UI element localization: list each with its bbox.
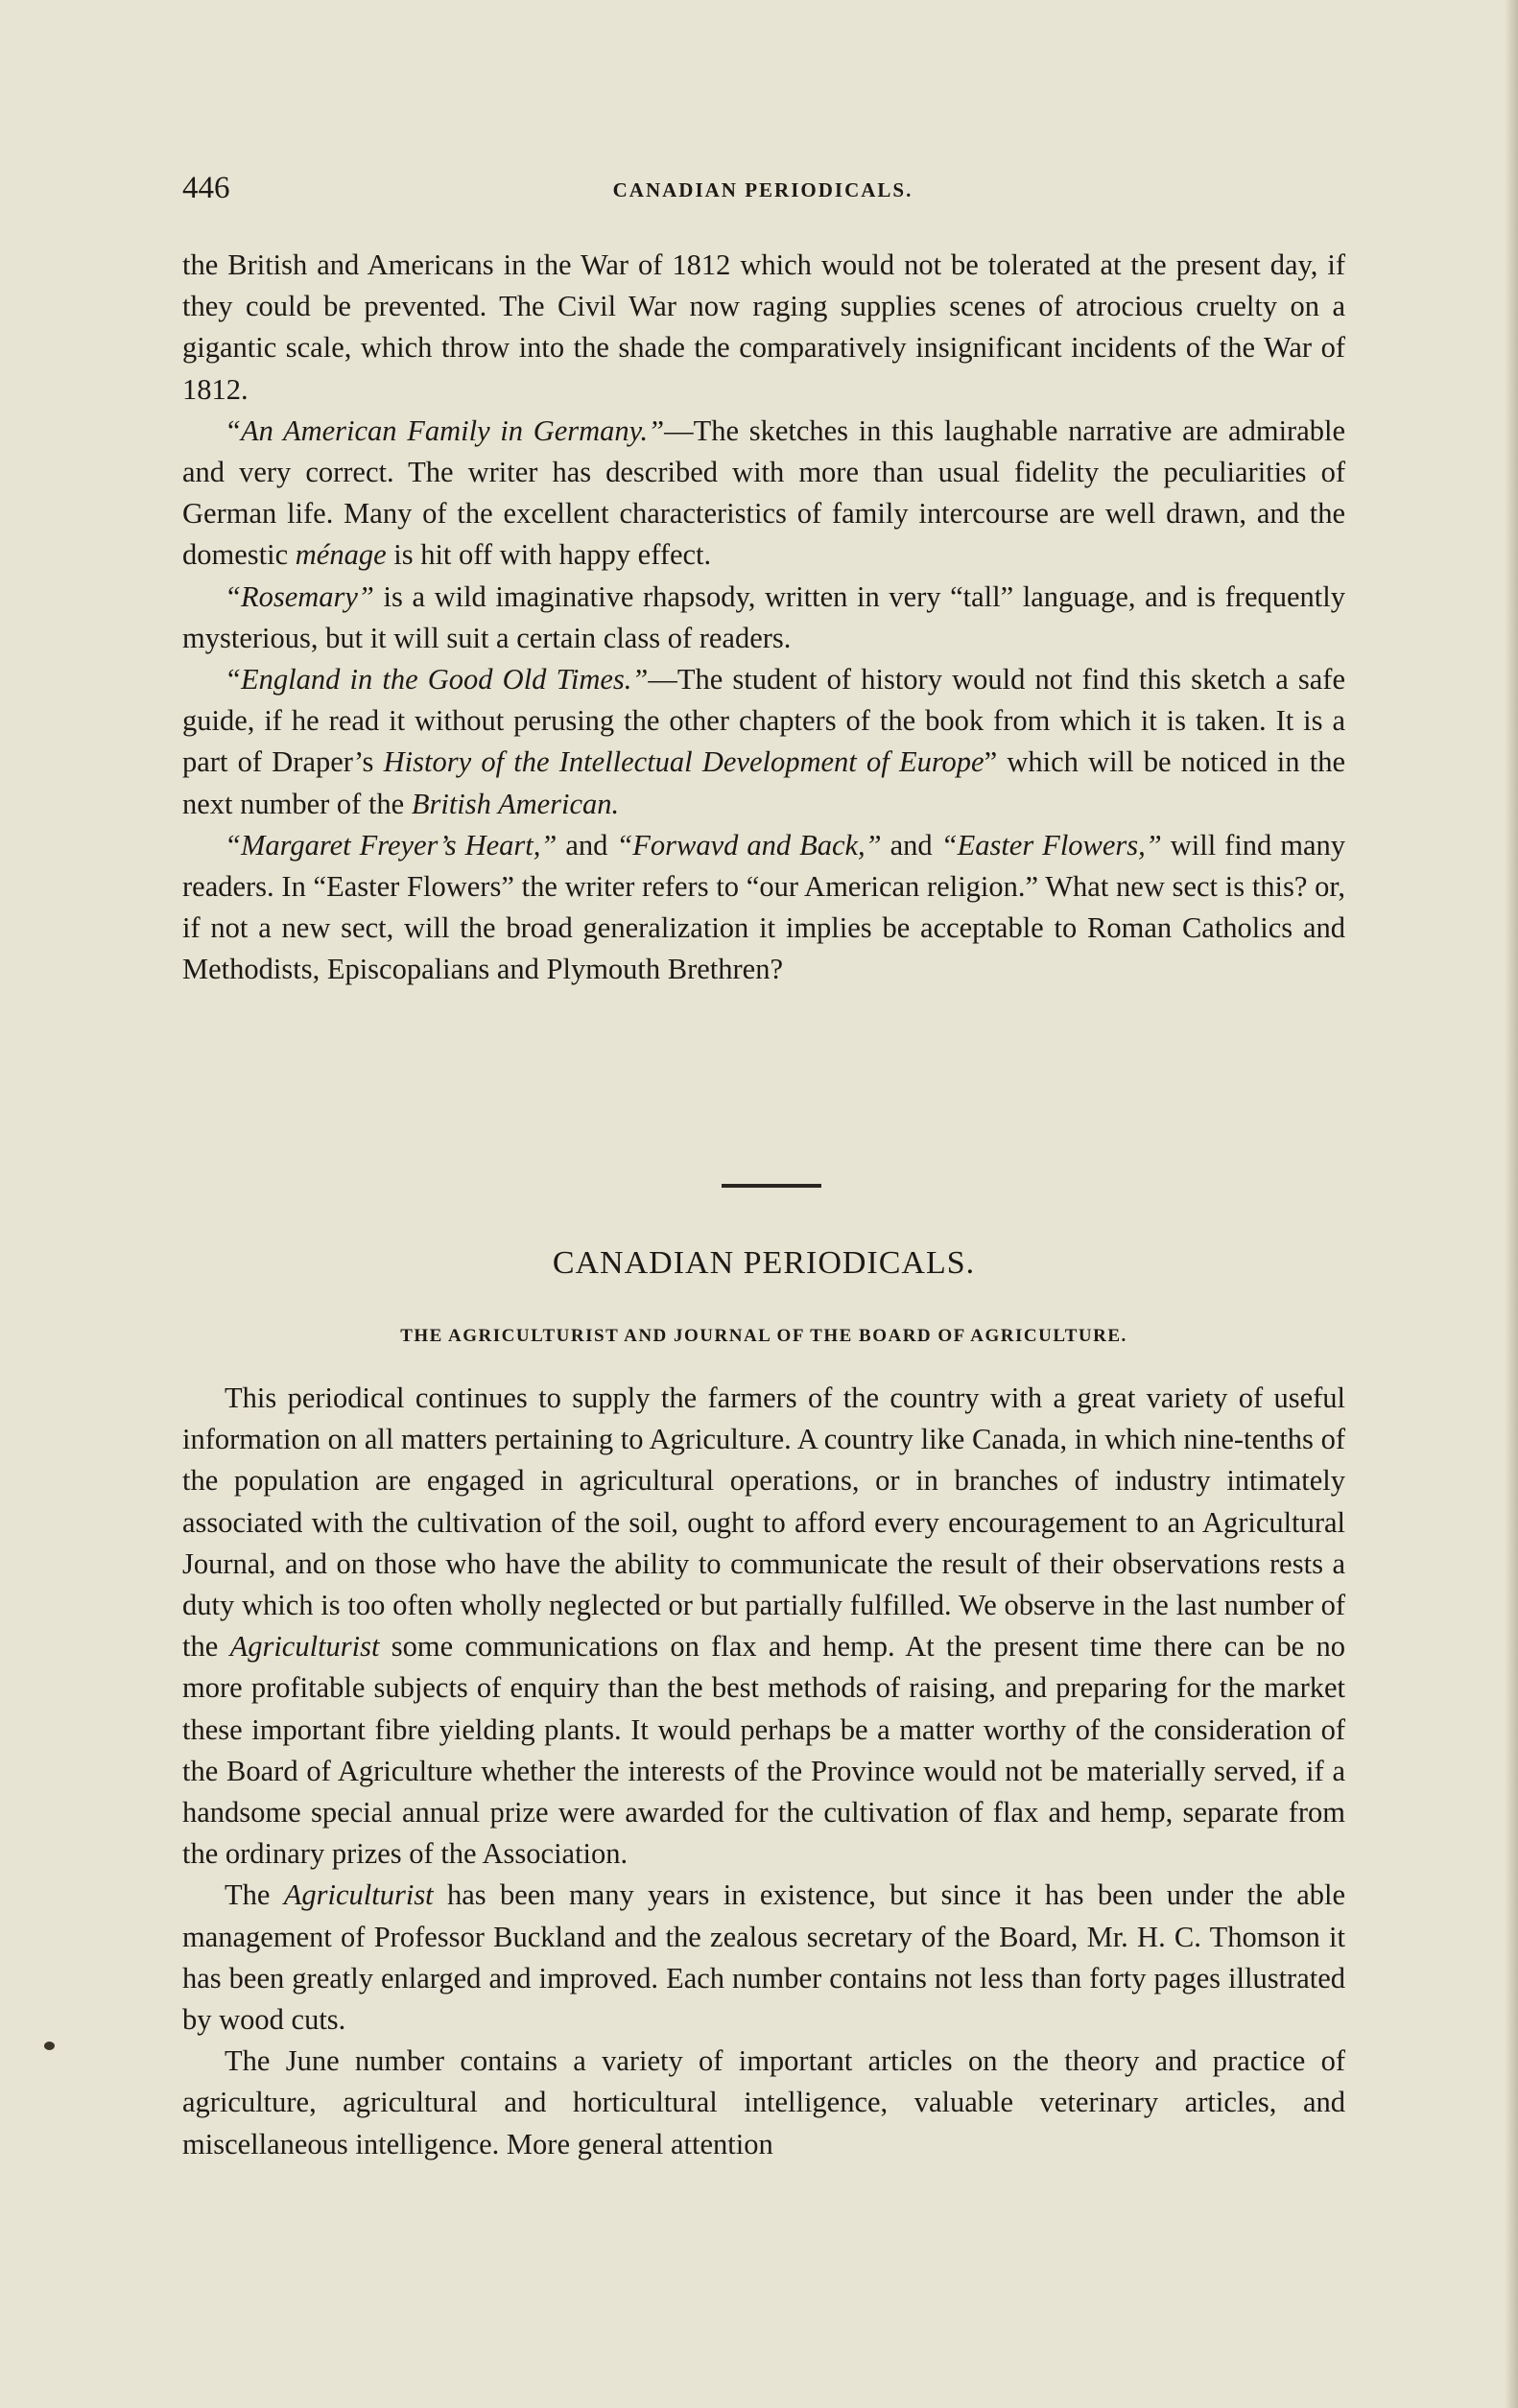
work-title: “Rosemary” [225,579,374,613]
work-title: “An American Family in Germany.” [225,413,665,447]
book-title: History of the Intellectual Development of Europe [383,745,984,779]
journal-title: Agriculturist [229,1630,380,1664]
journal-title: British American. [411,787,620,820]
paragraph-text: is hit off with happy effect. [386,538,712,572]
paragraph [182,1378,1345,1875]
paragraph-text: The June number contains a variety of important articles on the theory and practice of agriculture, agricultural and horticultural intelligence, valuable veterinary articles, and miscellaneous intelligence. More general attention [182,2044,1345,2160]
paragraph [182,659,1345,825]
paragraph [182,2041,1345,2165]
paragraph-text: The [225,1878,284,1912]
section-title: CANADIAN PERIODICALS. [552,1245,976,1281]
paragraph-text: has been many years in existence, but since it has been under the able management of Professor Buckland and the zealous secretary of the Board, Mr. H. C. Thomson it has been greatly enlarged and improved. Each number contains not less than forty pages illustrated by wood cuts. [182,1878,1345,2037]
paragraph [182,825,1345,991]
paragraph [182,577,1345,659]
page-header [182,171,1343,217]
section-divider [722,1184,821,1188]
paragraph-text: and [881,828,941,862]
italic-word: ménage [295,538,387,572]
paragraph-text: some communications on flax and hemp. At the present time there can be no more profitable subjects of enquiry than the best methods of raising, and preparing for the market these important fibre yielding plants. It would perhaps be a matter worthy of the consideration of the Board of Agriculture whether the interests of the Province would not be materially served, if a handsome special annual prize were awarded for the cultivation of flax and hemp, separate from the ordinary prizes of the Association. [182,1630,1345,1871]
paragraph [182,1875,1345,2041]
paragraph-text: ” which will be noticed in the next number of the [182,745,1345,820]
paragraph-text: will find many readers. In “Easter Flowers” the writer refers to “our American religion.” What new sect is this? or, if not a new sect, will the broad generalization it implies be acceptable to Roman Catholics and Methodists, Episcopalians and Plymouth Brethren? [182,828,1345,986]
paragraph-text: —The student of history would not find this sketch a safe guide, if he read it without perusing the other chapters of the book from which it is taken. It is a part of Draper’s [182,663,1345,779]
work-title: “Easter Flowers,” [940,828,1162,862]
paragraph-text: This periodical continues to supply the farmers of the country with a great variety of useful information on all matters pertaining to Agriculture. A country like Canada, in which nine-tenths of the population are engaged in agricultural operations, or in branches of industry intimately associated with the cultivation of the soil, ought to afford every encouragement to an Agricultural Journal, and on those who have the ability to communicate the result of their observations rests a duty which is too often wholly neglected or but partially fulfilled. We observe in the last number of the [182,1381,1345,1664]
paragraph [182,411,1345,577]
paragraph-text: the British and Americans in the War of 1812 which would not be tolerated at the present day, if they could be prevented. The Civil War now raging supplies scenes of atrocious cruelty on a gigantic scale, which throw into the shade the comparatively insignificant incidents of the War of 1812. [182,248,1345,406]
work-title: “Margaret Freyer’s Heart,” [225,828,557,862]
ink-blot [44,2042,55,2050]
paragraph [182,245,1345,411]
paragraph-text: is a wild imaginative rhapsody, written in very “tall” language, and is frequently mysterious, but it will suit a certain class of readers. [182,579,1345,654]
review-continuation [182,245,1345,991]
running-head: CANADIAN PERIODICALS. [612,178,913,201]
work-title: “England in the Good Old Times.” [225,663,649,696]
paragraph-text: and [557,828,617,862]
page-number: 446 [182,171,230,205]
section-subtitle: THE AGRICULTURIST AND JOURNAL OF THE BOARD OF AGRICULTURE. [400,1326,1127,1346]
agriculturist-review [182,1378,1345,2165]
paragraph-text: —The sketches in this laughable narrative are admirable and very correct. The writer has described with more than usual fidelity the peculiarities of German life. Many of the excellent characteristics of family intercourse are well drawn, and the domestic [182,413,1346,572]
work-title: “Forwavd and Back,” [616,828,882,862]
journal-title: Agriculturist [283,1878,434,1912]
